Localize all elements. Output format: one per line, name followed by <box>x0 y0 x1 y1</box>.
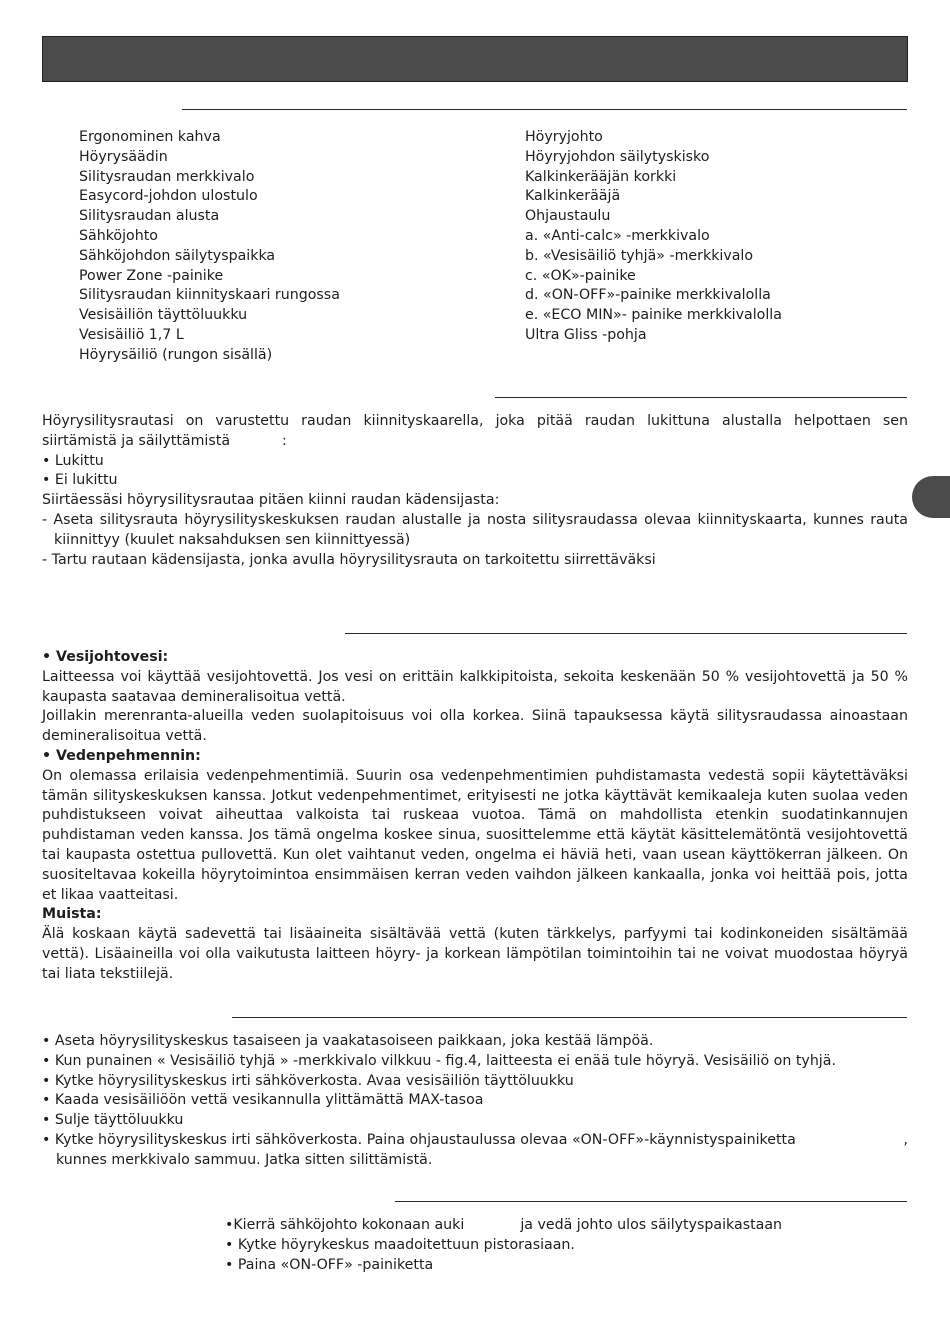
water-section <box>42 648 908 985</box>
parts-right-item: e. «ECO MIN»- painike merkkivalolla <box>525 307 782 324</box>
parts-left-item: Sähköjohto <box>79 227 158 244</box>
power-bullet-1 <box>225 1216 875 1236</box>
lock-carry-text: Siirtäessäsi höyrysilitysrautaa pitäen kiinni raudan kädensijasta: <box>42 492 500 509</box>
lock-step2: - Tartu rautaan kädensijasta, jonka avulla höyrysilitysrauta on tarkoitettu siirrettäväksi <box>42 551 656 568</box>
section-rule-lock <box>495 397 907 398</box>
header-bar <box>42 36 908 82</box>
fill-bullet-2: • Kun punainen « Vesisäiliö tyhjä » -merkkivalo vilkkuu - fig.4, laitteesta ei enää tule höyryä. Vesisäiliö on tyhjä. <box>42 1052 836 1069</box>
parts-left-item: Ergonominen kahva <box>79 129 221 145</box>
parts-right-item: d. «ON-OFF»-painike merkkivalolla <box>525 287 771 304</box>
parts-left-item: Höyrysäädin <box>79 148 168 165</box>
fill-bullet-6-text: • Kytke höyrysilityskeskus irti sähköverkosta. Paina ohjaustaulussa olevaa «ON-OFF»-käynnistyspainiketta <box>42 1131 796 1148</box>
parts-left-item: Sähköjohdon säilytyspaikka <box>79 247 276 264</box>
page-side-tab <box>912 476 950 518</box>
tap-water-text1: Laitteessa voi käyttää vesijohtovettä. Jos vesi on erittäin kalkkipitoista, sekoita keskenään 50 % vesijohtovettä ja 50 % kaupasta saatavaa demineralisoitua vettä. <box>42 668 908 705</box>
parts-left-item: Silitysraudan kiinnityskaari rungossa <box>79 287 340 304</box>
softener-text: On olemassa erilaisia vedenpehmentimiä. Suurin osa vedenpehmentimien puhdistamasta vedestä sopii käytettäväksi tämän silityskeskuksen kanssa. Jotkut vedenpehmentimet, erityisesti ne jotka käyttävät kemikaaleja kuten suolaa veden puhdistukseen voivat aiheuttaa valkoista tai ruskeaa vuotoa. Tämä on mahdollista etenkin suodatinkannujen puhdistaman veden kanssa. Jos tämä ongelma koskee sinua, suosittelemme että käytät käsittelemätöntä vesijohtovettä tai kaupasta ostettua pullovettä. Kun olet vaihtanut veden, ongelma ei häviä heti, vaan usean käyttökerran jälkeen. On suositeltavaa kokeilla höyrytoimintoa ensimmäisen kerran veden vaihdon jälkeen kankaalla, jonka voi heittää pois, jotta et likaa vaatteitasi. <box>42 767 908 903</box>
fill-bullet-3: • Kytke höyrysilityskeskus irti sähköverkosta. Avaa vesisäiliön täyttöluukku <box>42 1072 574 1089</box>
parts-right-item: Höyryjohdon säilytyskisko <box>525 148 710 165</box>
parts-left-item: Power Zone -painike <box>79 267 224 284</box>
parts-left-item: Easycord-johdon ulostulo <box>79 188 258 205</box>
tap-water-text2: Joillakin merenranta-alueilla veden suolapitoisuus voi olla korkea. Siinä tapauksessa käytä silitysraudassa ainoastaan demineralisoitua vettä. <box>42 708 908 745</box>
parts-list-left <box>79 128 340 366</box>
section-rule-water <box>345 633 907 634</box>
section-rule-power <box>395 1201 907 1202</box>
fill-bullet-5: • Sulje täyttöluukku <box>42 1112 184 1129</box>
parts-left-item: Vesisäiliön täyttöluukku <box>79 307 248 324</box>
parts-right-item: a. «Anti-calc» -merkkivalo <box>525 227 710 244</box>
lock-step1-line2: kiinnittyy (kuulet naksahduksen sen kiinnittyessä) <box>54 531 411 548</box>
fill-section <box>42 1032 908 1171</box>
section-rule-parts <box>182 109 907 110</box>
parts-right-item: Kalkinkerääjä <box>525 188 621 205</box>
lock-state-unlocked: • Ei lukittu <box>42 472 118 489</box>
fill-bullet-1: • Aseta höyrysilityskeskus tasaiseen ja vaakatasoiseen paikkaan, joka kestää lämpöä. <box>42 1033 654 1049</box>
parts-left-item: Silitysraudan merkkivalo <box>79 168 255 185</box>
remember-text: Älä koskaan käytä sadevettä tai lisäaineita sisältävää vettä (kuten tärkkelys, parfyymi tai kodinkoneiden sisältämää vettä). Lisäaineilla voi olla vaikutusta laitteen höyry- ja korkean lämpötilan toimintoihin tai ne voivat muodostaa höyryä tai liata tekstiilejä. <box>42 926 908 982</box>
tap-water-heading: • Vesijohtovesi: <box>42 649 169 665</box>
lock-state-locked: • Lukittu <box>42 452 104 469</box>
lock-intro-text: siirtämistä ja säilyttämistä <box>42 432 231 449</box>
lock-section <box>42 412 908 570</box>
fill-bullet-6-comma: , <box>903 1131 908 1148</box>
fill-bullet-6-line1 <box>42 1131 908 1151</box>
parts-right-item: c. «OK»-painike <box>525 267 636 284</box>
parts-list-right <box>525 128 782 346</box>
lock-intro-line1: Höyrysilitysrautasi on varustettu raudan kiinnityskaarella, joka pitää raudan lukittuna alustalla helpottaen sen <box>42 413 908 429</box>
power-bullet-3: • Paina «ON-OFF» -painiketta <box>225 1256 434 1273</box>
section-rule-fill <box>232 1017 907 1018</box>
lock-step1-line1: - Aseta silitysrauta höyrysilityskeskuksen raudan alustalle ja nosta silitysraudassa olevaa kiinnityskaarta, kunnes rauta <box>42 511 908 528</box>
power-bullet-1a: •Kierrä sähköjohto kokonaan auki <box>225 1217 465 1233</box>
parts-right-item: Höyryjohto <box>525 129 603 145</box>
fill-bullet-4: • Kaada vesisäiliöön vettä vesikannulla ylittämättä MAX-tasoa <box>42 1092 484 1109</box>
parts-left-item: Silitysraudan alusta <box>79 208 220 225</box>
parts-left-item: Höyrysäiliö (rungon sisällä) <box>79 346 273 363</box>
fill-bullet-6-line2: kunnes merkkivalo sammuu. Jatka sitten silittämistä. <box>56 1151 433 1168</box>
lock-intro-line2 <box>42 432 908 452</box>
parts-right-item: b. «Vesisäiliö tyhjä» -merkkivalo <box>525 247 754 264</box>
parts-right-item: Ohjaustaulu <box>525 208 611 225</box>
lock-intro-colon: : <box>282 432 287 449</box>
parts-left-item: Vesisäiliö 1,7 L <box>79 326 184 343</box>
remember-heading: Muista: <box>42 906 102 923</box>
parts-right-item: Kalkinkerääjän korkki <box>525 168 677 185</box>
power-bullet-2: • Kytke höyrykeskus maadoitettuun pistorasiaan. <box>225 1236 575 1253</box>
parts-right-item: Ultra Gliss -pohja <box>525 326 647 343</box>
softener-heading: • Vedenpehmennin: <box>42 747 201 764</box>
power-bullet-1b: ja vedä johto ulos säilytyspaikastaan <box>520 1217 783 1233</box>
power-section <box>225 1216 875 1275</box>
